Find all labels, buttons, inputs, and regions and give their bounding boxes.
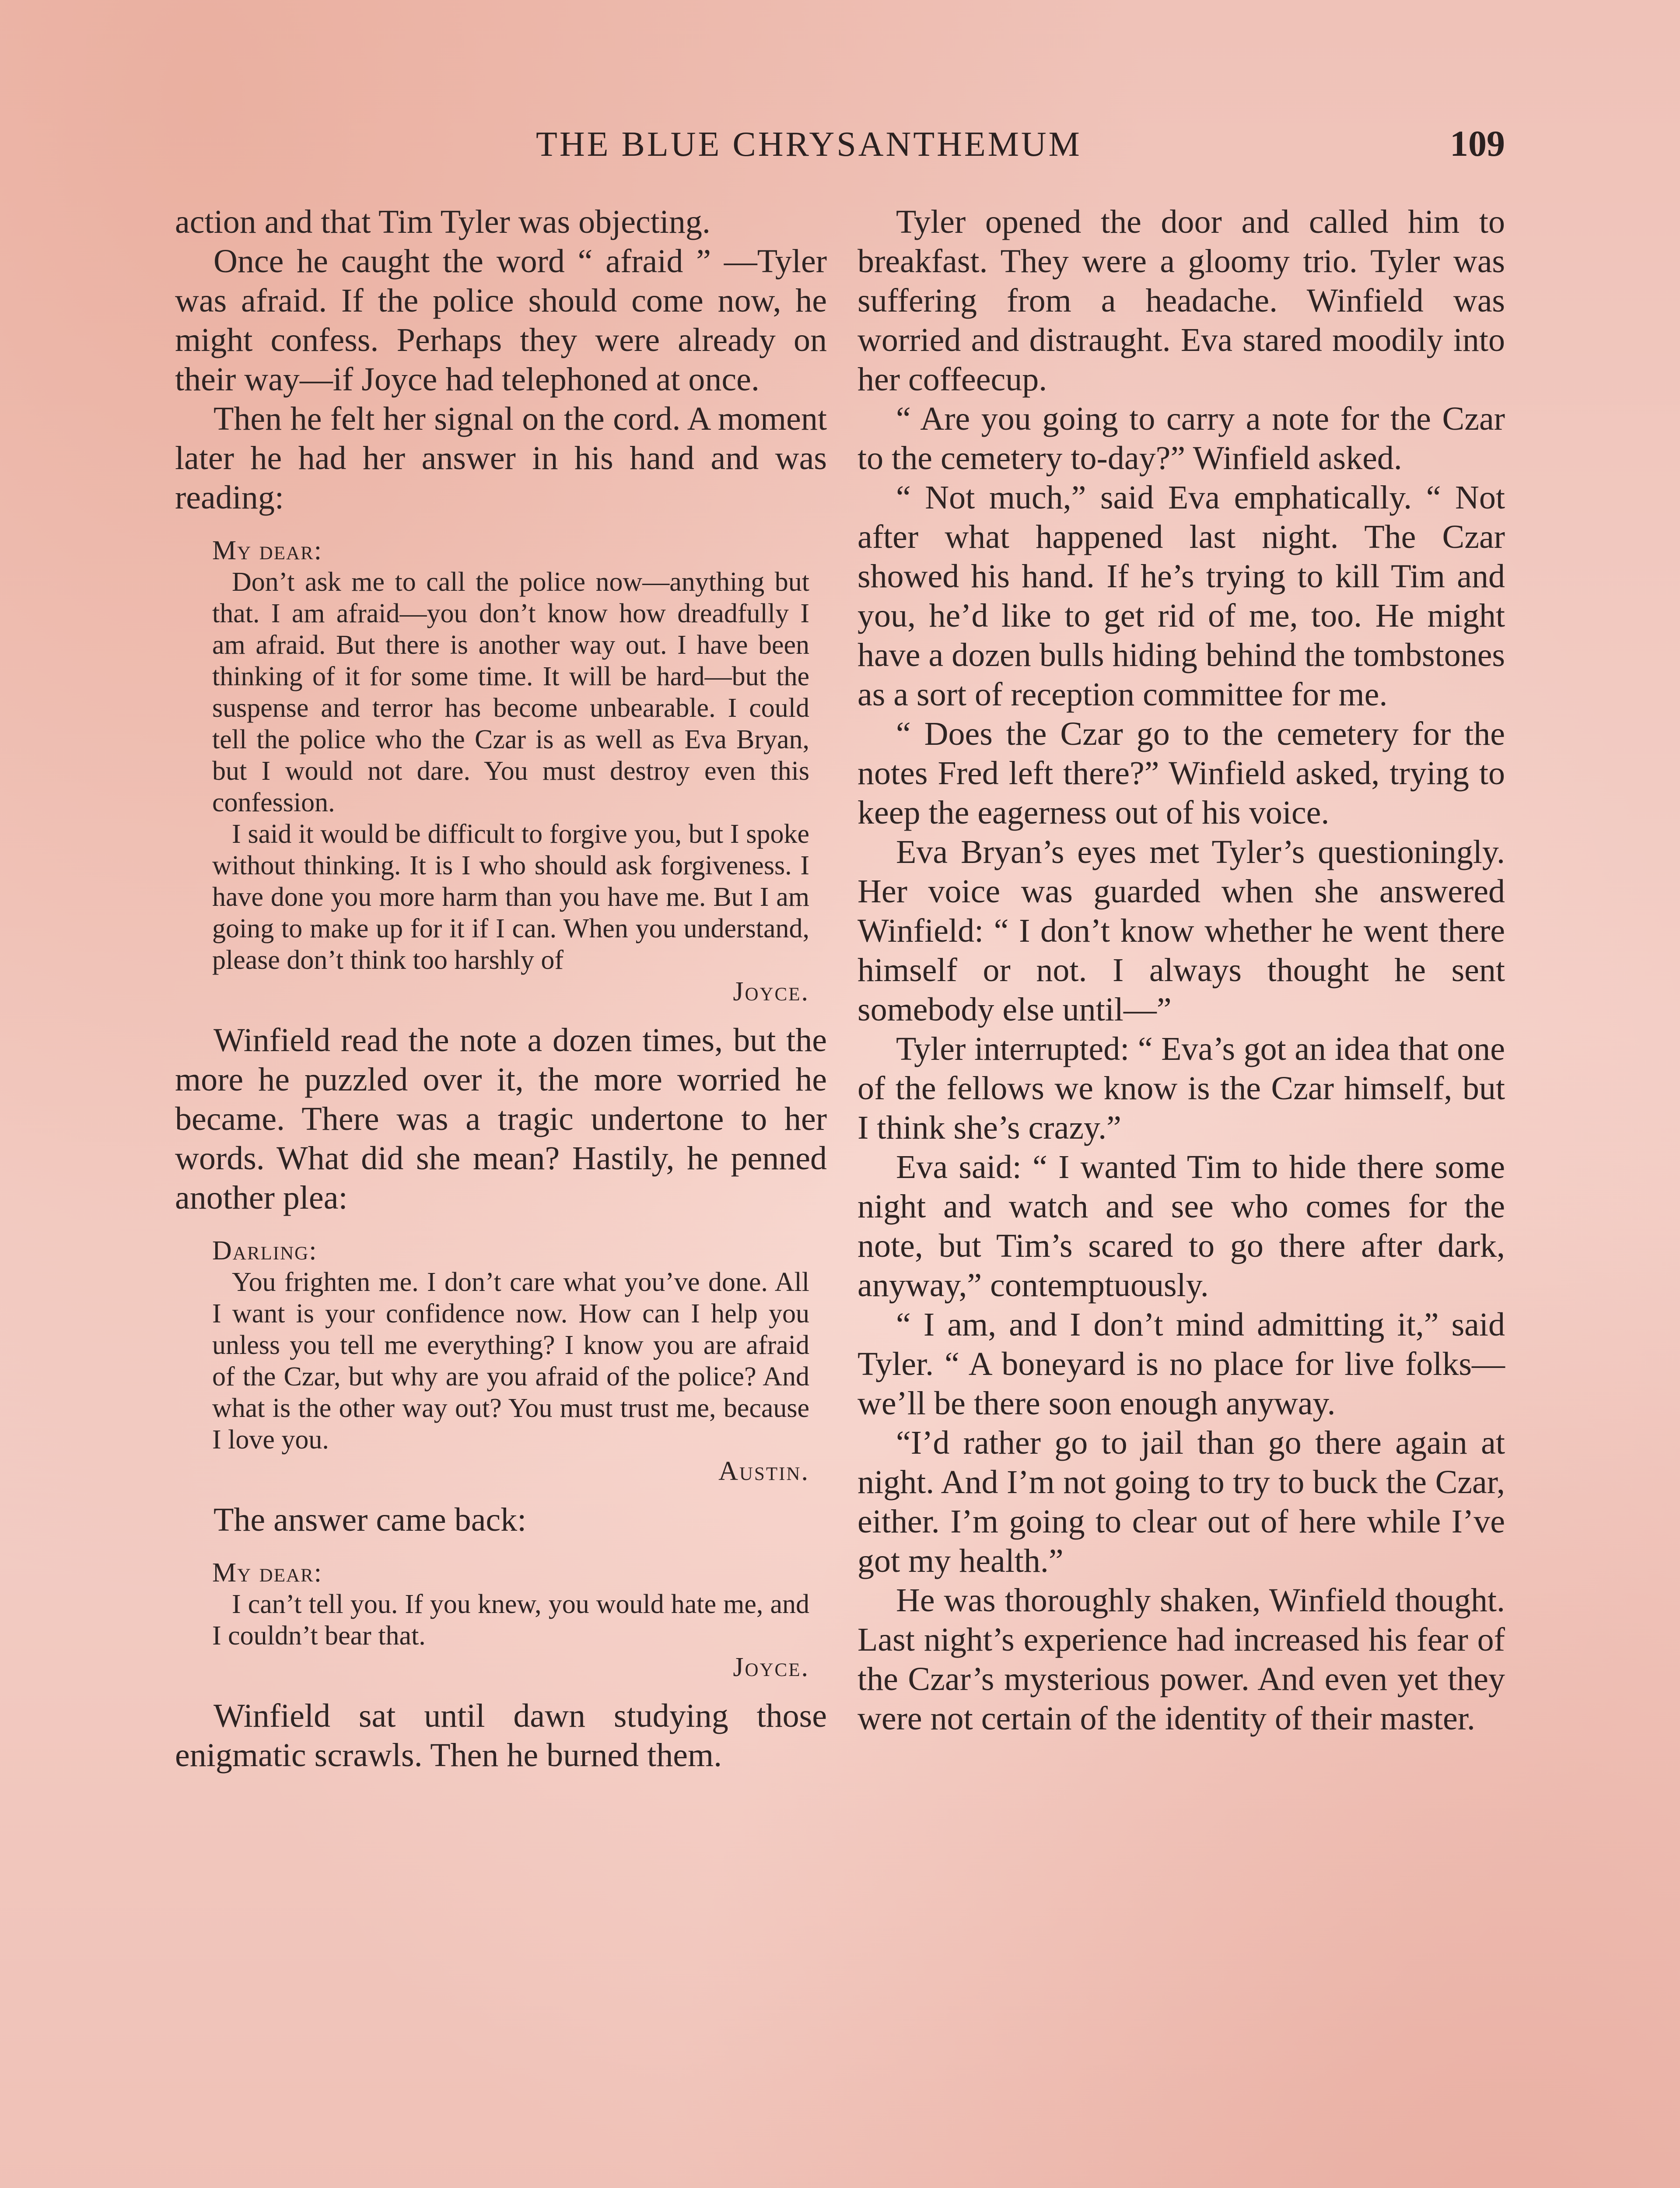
paragraph: action and that Tim Tyler was objecting. [175,203,710,240]
paragraph: Tyler interrupted: “ Eva’s got an idea that one of the fellows we know is the Czar himself, but I think she’s crazy.” [858,1031,1505,1146]
letter-reply [212,1557,809,1683]
letter-salutation: My dear: [212,1558,322,1588]
letter-signature: Joyce. [733,977,809,1006]
letter-salutation: Darling: [212,1236,318,1266]
paragraph: “ Not much,” said Eva emphatically. “ Not after what happened last night. The Czar showed his hand. If he’s trying to kill Tim and you, he’d like to get rid of me, too. He might have a dozen bulls hiding behind the tombstones as a sort of reception committee for me. [858,479,1505,713]
running-title: THE BLUE CHRYSANTHEMUM [536,125,1082,164]
paragraph: Eva said: “ I wanted Tim to hide there some night and watch and see who comes for the note, but Tim’s scared to go there after dark, anyway,” contemptuously. [858,1149,1505,1304]
page-number: 109 [1450,123,1505,164]
paragraph: Eva Bryan’s eyes met Tyler’s questioningly. Her voice was guarded when she answered Winfield: “ I don’t know whether he went there himself or not. I always thought he sent somebody else until—” [858,834,1505,1028]
letter-from-austin [212,1235,809,1487]
letter-signature: Austin. [718,1456,809,1486]
right-column [858,202,1505,1738]
letter-paragraph: You frighten me. I don’t care what you’ve done. All I want is your confidence now. How can I help you unless you tell me everything? I know you are afraid of the Czar, but why are you afraid of the police? And what is the other way out? You must trust me, because I love you. [212,1267,809,1455]
paragraph: “ Does the Czar go to the cemetery for the notes Fred left there?” Winfield asked, trying to keep the eagerness out of his voice. [858,715,1505,831]
paragraph: Winfield read the note a dozen times, but the more he puzzled over it, the more worried he became. There was a tragic undertone to her words. What did she mean? Hastily, he penned another plea: [175,1022,827,1216]
paragraph: Tyler opened the door and called him to breakfast. They were a gloomy trio. Tyler was suffering from a headache. Winfield was worried and distraught. Eva stared moodily into her coffeecup. [858,203,1505,398]
paragraph: “ Are you going to carry a note for the Czar to the cemetery to-day?” Winfield asked. [858,400,1505,477]
paragraph: Then he felt her signal on the cord. A moment later he had her answer in his hand and was reading: [175,400,827,516]
letter-signature: Joyce. [733,1652,809,1682]
letter-paragraph: Don’t ask me to call the police now—anything but that. I am afraid—you don’t know how dreadfully I am afraid. But there is another way out. I have been thinking of it for some time. It will be hard—but the suspense and terror has become unbearable. I could tell the police who the Czar is as well as Eva Bryan, but I would not dare. You must destroy even this confession. [212,567,809,817]
paragraph: “ I am, and I don’t mind admitting it,” said Tyler. “ A boneyard is no place for live folks—we’ll be there soon enough anyway. [858,1306,1505,1422]
letter-paragraph: I said it would be difficult to forgive you, but I spoke without thinking. It is I who should ask forgiveness. I have done you more harm than you have me. But I am going to make up for it if I can. When you understand, please don’t think too harshly of [212,819,809,975]
paragraph: Winfield sat until dawn studying those enigmatic scrawls. Then he burned them. [175,1697,827,1774]
paragraph: He was thoroughly shaken, Winfield thought. Last night’s experience had increased his fear of the Czar’s mysterious power. And even yet they were not certain of the identity of their master. [858,1582,1505,1737]
letter-from-joyce [212,535,809,1007]
left-column [175,202,827,1775]
paragraph: “I’d rather go to jail than go there again at night. And I’m not going to try to buck the Czar, either. I’m going to clear out of here while I’ve got my health.” [858,1424,1505,1579]
letter-salutation: My dear: [212,536,322,565]
paragraph: The answer came back: [214,1501,527,1538]
letter-paragraph: I can’t tell you. If you knew, you would hate me, and I couldn’t bear that. [212,1589,809,1651]
paragraph: Once he caught the word “ afraid ” —Tyler was afraid. If the police should come now, he might confess. Perhaps they were already on their way—if Joyce had telephoned at once. [175,243,827,398]
